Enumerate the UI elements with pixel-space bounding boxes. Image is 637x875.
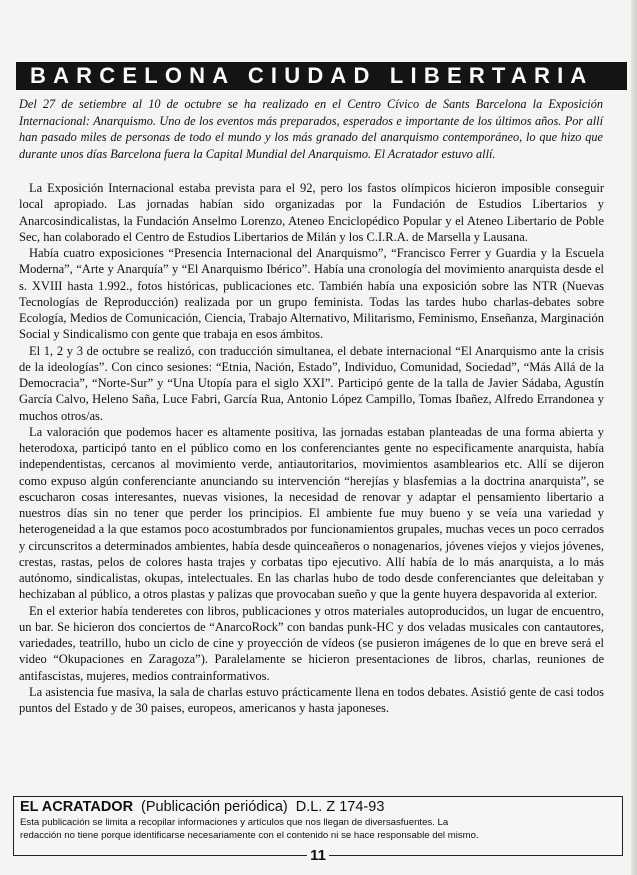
publication-masthead-box [13,796,623,864]
masthead-title-line [20,798,616,816]
body-paragraph: El 1, 2 y 3 de octubre se realizó, con traducción simultanea, el debate internacional “El Anarquismo ante la crisis de la ideologías”. Con cinco sesiones: “Etnia, Nación, Estado”, Individuo, Comunidad, Sociedad”, “Más Allá de la Democracia”, “Norte-Sur” y “Una Utopía para el siglo XXI”. Participó gente de la talla de Javier Sádaba, Agustín García Calvo, Heleno Saña, Luce Fabri, García Rua, Antonio López Campillo, Tomas Ibañez, Alfredo Errandonea y muchos otros/as. [19,343,604,423]
publication-name: EL ACRATADOR [20,799,134,815]
publication-type: (Publicación periódica) [141,799,288,815]
article-body [19,180,604,716]
body-paragraph: La asistencia fue masiva, la sala de charlas estuvo prácticamente llena en todos debates. Asistió gente de casi todos puntos del Estado y de 30 paises, europeos, americanos y hasta japoneses. [19,684,604,715]
disclaimer-line-1: Esta publicación se limita a recopilar informaciones y artículos que nos llegan de diversasfuentes. La [20,817,449,828]
body-paragraph: En el exterior había tenderetes con libros, publicaciones y otros materiales autoproducidos, un lugar de encuentro, un bar. Se hicieron dos conciertos de “AnarcoRock” con bandas punk-HC y dos veladas musicales con cantautores, variedades, teatrillo, hubo un ciclo de cine y proyección de vídeos (se pusieron imágenes de lo que en breve será el video “Okupaciones en Zaragoza”). Paralelamente se hicieron presentaciones de libros, charlas, reuniones de antifascistas, mujeres, medios contrainformativos. [19,603,604,683]
page-number [14,848,622,863]
body-paragraph: Había cuatro exposiciones “Presencia Internacional del Anarquismo”, “Francisco Ferrer y Guardia y la Escuela Moderna”, “Arte y Anarquía” y “El Anarquismo Ibérico”. Había una cronología del movimiento anarquista desde el s. XVIII hasta 1.992., fotos históricas, publicaciones etc. También había una exposición sobre las NTR (Nuevas Tecnologías de Reproducción) realizada por un grupo feminista. Todas las tardes hubo charlas-debates sobre Ecología, Medios de Comunicación, Ciencia, Trabajo Alternativo, Militarismo, Feminismo, Enseñanza, Marginación Social y Sindicalismo con gente que trabaja en esos ámbitos. [19,246,604,342]
body-paragraph: La Exposición Internacional estaba prevista para el 92, pero los fastos olímpicos hicieron imposible conseguir local apropiado. Las jornadas habían sido organizadas por la Fundación de Estudios Libertarios y Anarcosindicalistas, la Fundación Anselmo Lorenzo, Ateneo Enciclopédico Popular y el Ateneo Libertario de Poble Sec, han colaborado el Centro de Estudios Libertarios de Milán y los C.I.R.A. de Marsella y Lausana. [19,181,604,244]
article-intro: Del 27 de setiembre al 10 de octubre se ha realizado en el Centro Cívico de Sants Barcelona la Exposición Internacional: Anarquismo. Uno de los eventos más preparados, esperados e importante de los últimos años. Por allí han pasado miles de personas de todo el mundo y los más granado del anarquismo contemporáneo, lo que hizo que durante unos días Barcelona fuera la Capital Mundial del Anarquismo. El Acratador estuvo allí. [19,97,603,161]
page-binding-edge [631,0,637,875]
page-number-text: 11 [307,847,329,864]
legal-deposit: D.L. Z 174-93 [295,799,385,815]
article-title-banner: BARCELONA CIUDAD LIBERTARIA [16,62,627,90]
body-paragraph: La valoración que podemos hacer es altamente positiva, las jornadas estaban planteadas de una forma abierta y heterodoxa, participó tanto en el público como en los conferenciantes gente no especificamente anarquista, había independentistas, cercanos al movimiento verde, antiautoritarios, movimientos asamblearios etc. Allí se dijeron como expuso algún conferenciante anunciando su intervención “herejías y blasfemias a la doctrina anarquista”, se escucharon cosas interesantes, nuevas visiones, la necesidad de renovar y adaptar el pensamiento libertario a nuestros días sin no tener que perder los principios. El ambiente fue muy bueno y se veía una variedad y heterogeneidad a la que estamos poco acostumbrados por funcionamientos grupales, muchas veces un poco cerrados y circunscritos a determinados ambientes, había desde quinceañeros o nonagenarios, jóvenes viejos y viejos jóvenes, crestas, rastas, pelos de colores hasta trajes y corbatas tipo ejecutivo. Allí había de lo más anarquista, a lo más autónomo, sindicalistas, okupas, intelectuales. En las charlas hubo de todo desde conferenciantes que deleitaban y hechizaban al público, a otros plastas y palizas que provocaban sueño y que la gente huyera despavorida al exterior. [19,424,604,602]
disclaimer-line-2: redacción no tiene porque identificarse necesariamente con el contenido ni se hace responsable del mismo. [20,830,479,841]
